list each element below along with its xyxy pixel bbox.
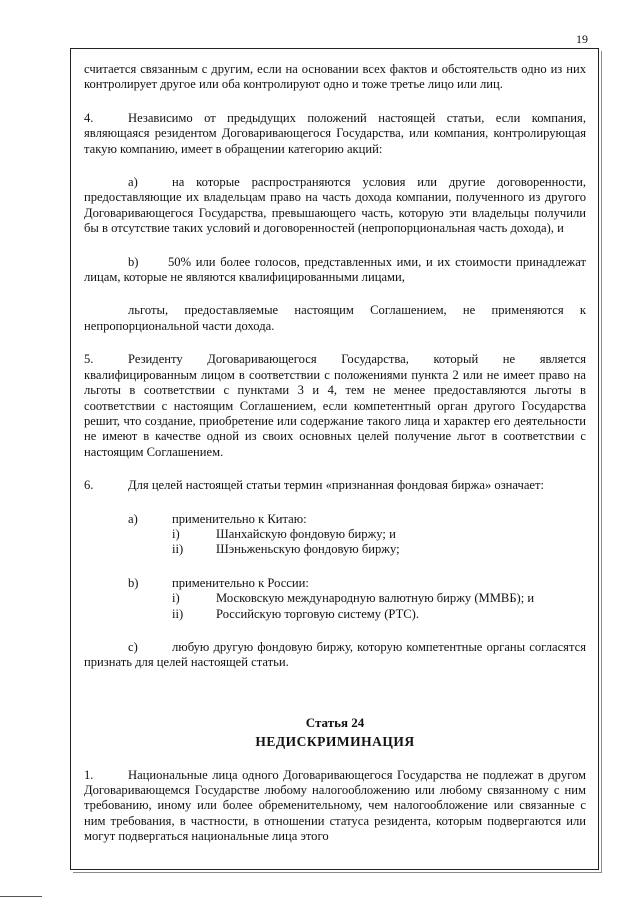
paragraph-6b-letter: b) [128,575,139,590]
paragraph-6a-letter: a) [128,511,138,526]
scan-edge-line [0,896,42,897]
paragraph-4-closing-text: льготы, предоставляемые настоящим Соглашением, не применяются к непропорциональной части дохода. [84,303,586,333]
paragraph-6b [84,576,586,622]
paragraph-5-number: 5. [84,352,94,367]
list-item-text: Российскую торговую систему (РТС). [216,606,420,621]
paragraph-5-text: Резиденту Договаривающегося Государства, который не является квалифицированным лицом в соответствии с положениями пункта 2 или не имеет право на льготы в соответствии с пунктами 3 и 4, тем не менее предоставляются льготы в соответствии с настоящим Соглашением, если компетентный орган другого Государства решит, что создание, приобретение или содержание такого лица и характер его деятельности не имеют в качестве одной из своих основных целей получение льгот в соответствии с настоящим Соглашением. [84,352,586,459]
paragraph-4b-letter: b) [128,254,139,269]
list-item-text: Шэньженьскую фондовую биржу; [216,542,400,557]
article-title: Статья 24 [305,714,365,730]
paragraph-6a [84,512,586,558]
list-item-text: Московскую международную валютную биржу (ММВБ); и [216,591,535,606]
list-item-number: i) [172,526,180,541]
paragraph-6c [84,640,586,671]
intro-paragraph: считается связанным с другим, если на основании всех фактов и обстоятельств одно из них контролирует другое или оба контролируют одно и тоже третье лицо или лиц. [84,62,586,92]
paragraph-6-text: Для целей настоящей статьи термин «признанная фондовая биржа» означает: [128,478,545,493]
paragraph-4-text: Независимо от предыдущих положений настоящей статьи, если компания, являющаяся резидентом Договаривающегося Государства, или компания, контролирующая такую компанию, имеет в обращении категорию акций: [84,110,586,156]
list-item [84,607,586,622]
paragraph-6b-text: применительно к России: [172,575,309,590]
paragraph-5 [84,352,586,460]
paragraph-4-closing [84,303,586,334]
paragraph-6c-letter: c) [128,639,138,654]
article-24-paragraph-1-number: 1. [84,767,94,782]
list-item-number: i) [172,591,180,606]
paragraph-4-number: 4. [84,110,94,125]
list-item-number: ii) [172,606,184,621]
paragraph-6-number: 6. [84,478,94,493]
list-item-number: ii) [172,542,184,557]
list-item [84,542,586,557]
paragraph-6c-text: любую другую фондовую биржу, которую компетентные органы согласятся признать для целей настоящей статьи. [84,639,586,670]
list-item-text: Шанхайскую фондовую биржу; и [216,526,396,541]
document-body [84,62,586,845]
paragraph-6a-text: применительно к Китаю: [172,511,307,526]
paragraph-4b-text: 50% или более голосов, представленных ими, и их стоимости принадлежат лицам, которые не являются квалифицированными лицами, [84,254,586,285]
paragraph-4a [84,175,586,237]
article-heading: НЕДИСКРИМИНАЦИЯ [255,734,415,750]
paragraph-6 [84,478,586,493]
page-number: 19 [576,32,588,46]
paragraph-4a-text: на которые распространяются условия или другие договоренности, предоставляющие их владельцам право на часть дохода компании, полученного из другого Договаривающегося Государства, превышающего часть, которую эти владельцы получили бы в отсутствие таких условий и договоренностей (непропорциональная часть дохода), и [84,175,586,236]
list-item [84,527,586,542]
list-item [84,591,586,606]
article-24-paragraph-1 [84,768,586,845]
paragraph-4b [84,255,586,286]
paragraph-4a-letter: a) [128,175,138,190]
article-24-paragraph-1-text: Национальные лица одного Договаривающегося Государства не подлежат в другом Договаривающемся Государстве любому налогообложению или любому связанному с ним требованию, иному или более обременительному, чем налогообложение или связанные с ним требования, в частности, в отношении статуса резидента, которым подвергаются или могут подвергаться национальные лица этого [84,767,586,844]
paragraph-4 [84,111,586,157]
